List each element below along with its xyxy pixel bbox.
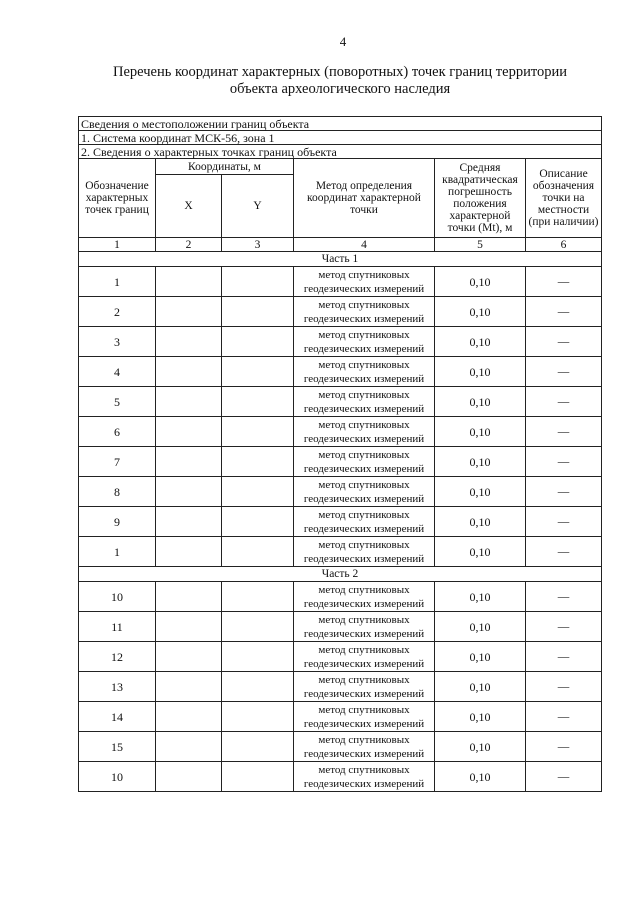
part-row bbox=[79, 567, 602, 582]
column-number: 4 bbox=[294, 238, 435, 252]
document-title bbox=[80, 64, 600, 98]
error-cell: 0,10 bbox=[435, 672, 526, 702]
description-cell: — bbox=[526, 582, 602, 612]
description-cell: — bbox=[526, 702, 602, 732]
x-cell bbox=[156, 297, 222, 327]
error-cell: 0,10 bbox=[435, 702, 526, 732]
x-cell bbox=[156, 357, 222, 387]
description-cell: — bbox=[526, 357, 602, 387]
error-cell: 0,10 bbox=[435, 537, 526, 567]
part-label: Часть 2 bbox=[79, 567, 602, 582]
column-number: 5 bbox=[435, 238, 526, 252]
info-row bbox=[79, 145, 602, 159]
x-cell bbox=[156, 762, 222, 792]
header-coordinates: Координаты, м bbox=[156, 159, 294, 175]
error-cell: 0,10 bbox=[435, 642, 526, 672]
x-cell bbox=[156, 642, 222, 672]
table-row bbox=[79, 357, 602, 387]
description-cell: — bbox=[526, 327, 602, 357]
error-cell: 0,10 bbox=[435, 297, 526, 327]
error-cell: 0,10 bbox=[435, 267, 526, 297]
y-cell bbox=[222, 387, 294, 417]
table-row bbox=[79, 477, 602, 507]
method-cell: метод спутниковых геодезических измерений bbox=[294, 417, 435, 447]
table-row bbox=[79, 417, 602, 447]
header-y: Y bbox=[222, 175, 294, 238]
method-cell: метод спутниковых геодезических измерений bbox=[294, 582, 435, 612]
info-row bbox=[79, 117, 602, 131]
title-line-2: объекта археологического наследия bbox=[229, 81, 451, 97]
table-row bbox=[79, 267, 602, 297]
method-cell: метод спутниковых геодезических измерений bbox=[294, 537, 435, 567]
description-cell: — bbox=[526, 642, 602, 672]
point-cell: 1 bbox=[79, 267, 156, 297]
description-cell: — bbox=[526, 612, 602, 642]
point-cell: 4 bbox=[79, 357, 156, 387]
point-cell: 1 bbox=[79, 537, 156, 567]
x-cell bbox=[156, 612, 222, 642]
column-number: 3 bbox=[222, 238, 294, 252]
info-characteristic-points: 2. Сведения о характерных точках границ объекта bbox=[79, 145, 602, 159]
y-cell bbox=[222, 537, 294, 567]
page-number: 4 bbox=[339, 34, 347, 49]
y-cell bbox=[222, 417, 294, 447]
point-cell: 8 bbox=[79, 477, 156, 507]
x-cell bbox=[156, 267, 222, 297]
point-cell: 10 bbox=[79, 762, 156, 792]
info-coordinate-system: 1. Система координат МСК-56, зона 1 bbox=[79, 131, 602, 145]
error-cell: 0,10 bbox=[435, 582, 526, 612]
table-row bbox=[79, 507, 602, 537]
y-cell bbox=[222, 327, 294, 357]
table-row bbox=[79, 672, 602, 702]
column-number: 6 bbox=[526, 238, 602, 252]
x-cell bbox=[156, 732, 222, 762]
description-cell: — bbox=[526, 672, 602, 702]
error-cell: 0,10 bbox=[435, 327, 526, 357]
point-cell: 2 bbox=[79, 297, 156, 327]
column-number-row bbox=[79, 238, 602, 252]
point-cell: 5 bbox=[79, 387, 156, 417]
header-row bbox=[79, 159, 602, 175]
x-cell bbox=[156, 507, 222, 537]
method-cell: метод спутниковых геодезических измерений bbox=[294, 642, 435, 672]
x-cell bbox=[156, 327, 222, 357]
method-cell: метод спутниковых геодезических измерений bbox=[294, 702, 435, 732]
method-cell: метод спутниковых геодезических измерений bbox=[294, 672, 435, 702]
x-cell bbox=[156, 702, 222, 732]
y-cell bbox=[222, 672, 294, 702]
y-cell bbox=[222, 612, 294, 642]
table-row bbox=[79, 762, 602, 792]
method-cell: метод спутниковых геодезических измерений bbox=[294, 297, 435, 327]
y-cell bbox=[222, 732, 294, 762]
error-cell: 0,10 bbox=[435, 762, 526, 792]
header-error: Средняя квадратическая погрешность положения характерной точки (Mt), м bbox=[435, 159, 526, 238]
point-cell: 3 bbox=[79, 327, 156, 357]
description-cell: — bbox=[526, 477, 602, 507]
y-cell bbox=[222, 447, 294, 477]
method-cell: метод спутниковых геодезических измерений bbox=[294, 267, 435, 297]
method-cell: метод спутниковых геодезических измерений bbox=[294, 612, 435, 642]
error-cell: 0,10 bbox=[435, 387, 526, 417]
description-cell: — bbox=[526, 447, 602, 477]
point-cell: 6 bbox=[79, 417, 156, 447]
y-cell bbox=[222, 267, 294, 297]
error-cell: 0,10 bbox=[435, 357, 526, 387]
y-cell bbox=[222, 642, 294, 672]
point-cell: 9 bbox=[79, 507, 156, 537]
table-row bbox=[79, 387, 602, 417]
info-row bbox=[79, 131, 602, 145]
error-cell: 0,10 bbox=[435, 732, 526, 762]
y-cell bbox=[222, 357, 294, 387]
method-cell: метод спутниковых геодезических измерений bbox=[294, 732, 435, 762]
x-cell bbox=[156, 447, 222, 477]
info-location: Сведения о местоположении границ объекта bbox=[79, 117, 602, 131]
title-line-1: Перечень координат характерных (поворотных) точек границ территории bbox=[112, 64, 568, 80]
description-cell: — bbox=[526, 417, 602, 447]
x-cell bbox=[156, 582, 222, 612]
method-cell: метод спутниковых геодезических измерений bbox=[294, 447, 435, 477]
y-cell bbox=[222, 477, 294, 507]
point-cell: 14 bbox=[79, 702, 156, 732]
method-cell: метод спутниковых геодезических измерений bbox=[294, 477, 435, 507]
description-cell: — bbox=[526, 297, 602, 327]
error-cell: 0,10 bbox=[435, 507, 526, 537]
description-cell: — bbox=[526, 267, 602, 297]
error-cell: 0,10 bbox=[435, 417, 526, 447]
coordinates-table bbox=[78, 116, 602, 792]
point-cell: 15 bbox=[79, 732, 156, 762]
error-cell: 0,10 bbox=[435, 447, 526, 477]
point-cell: 7 bbox=[79, 447, 156, 477]
table-row bbox=[79, 702, 602, 732]
point-cell: 10 bbox=[79, 582, 156, 612]
x-cell bbox=[156, 477, 222, 507]
part-label: Часть 1 bbox=[79, 252, 602, 267]
y-cell bbox=[222, 702, 294, 732]
y-cell bbox=[222, 507, 294, 537]
point-cell: 11 bbox=[79, 612, 156, 642]
table-row bbox=[79, 327, 602, 357]
header-description: Описание обозначения точки на местности (при наличии) bbox=[526, 159, 602, 238]
point-cell: 13 bbox=[79, 672, 156, 702]
point-cell: 12 bbox=[79, 642, 156, 672]
column-number: 1 bbox=[79, 238, 156, 252]
header-point-designation: Обозначение характерных точек границ bbox=[79, 159, 156, 238]
description-cell: — bbox=[526, 507, 602, 537]
header-method: Метод определения координат характерной точки bbox=[294, 159, 435, 238]
table-row bbox=[79, 582, 602, 612]
table-row bbox=[79, 297, 602, 327]
method-cell: метод спутниковых геодезических измерений bbox=[294, 357, 435, 387]
header-x: X bbox=[156, 175, 222, 238]
x-cell bbox=[156, 387, 222, 417]
description-cell: — bbox=[526, 762, 602, 792]
method-cell: метод спутниковых геодезических измерений bbox=[294, 507, 435, 537]
y-cell bbox=[222, 762, 294, 792]
error-cell: 0,10 bbox=[435, 477, 526, 507]
x-cell bbox=[156, 417, 222, 447]
description-cell: — bbox=[526, 537, 602, 567]
description-cell: — bbox=[526, 387, 602, 417]
description-cell: — bbox=[526, 732, 602, 762]
y-cell bbox=[222, 582, 294, 612]
method-cell: метод спутниковых геодезических измерений bbox=[294, 387, 435, 417]
error-cell: 0,10 bbox=[435, 612, 526, 642]
table-row bbox=[79, 612, 602, 642]
table-row bbox=[79, 732, 602, 762]
table-row bbox=[79, 642, 602, 672]
method-cell: метод спутниковых геодезических измерений bbox=[294, 762, 435, 792]
table-row bbox=[79, 537, 602, 567]
x-cell bbox=[156, 672, 222, 702]
method-cell: метод спутниковых геодезических измерений bbox=[294, 327, 435, 357]
x-cell bbox=[156, 537, 222, 567]
table-row bbox=[79, 447, 602, 477]
part-row bbox=[79, 252, 602, 267]
column-number: 2 bbox=[156, 238, 222, 252]
y-cell bbox=[222, 297, 294, 327]
